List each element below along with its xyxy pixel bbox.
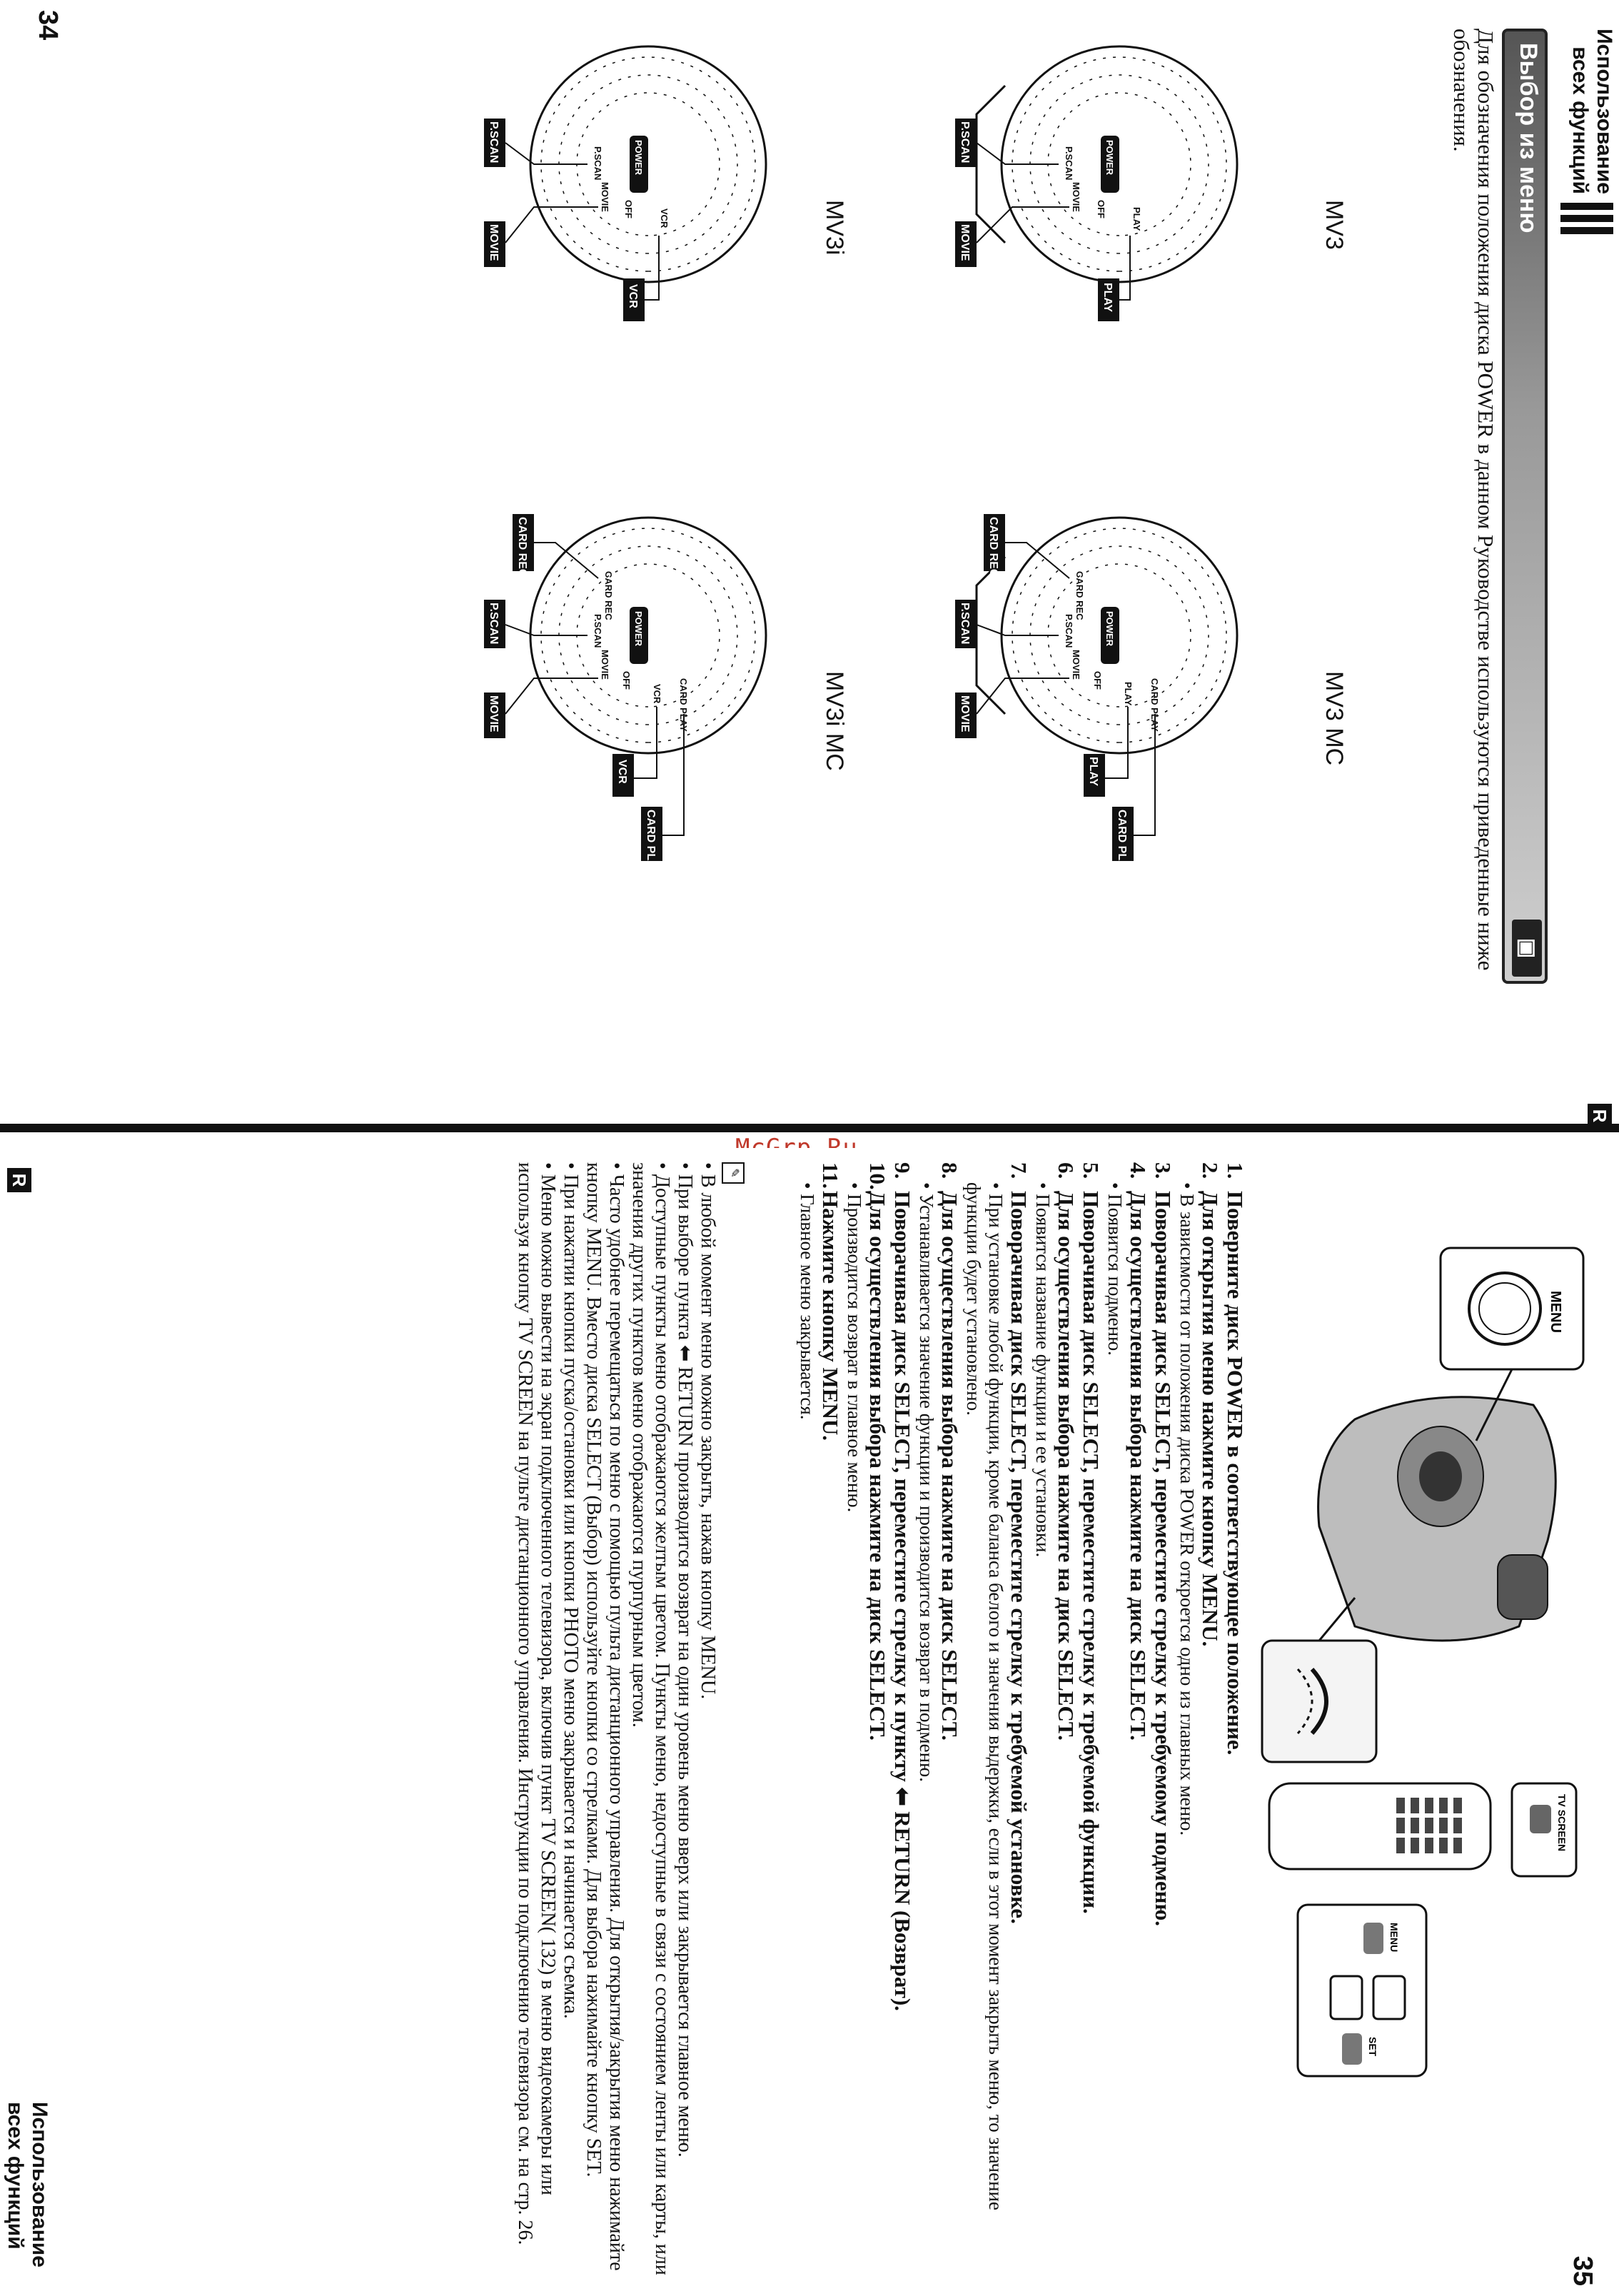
position-box: CARD PLAY [1116, 810, 1128, 875]
step-item [1079, 1162, 1104, 2233]
position-box: PLAY [1087, 757, 1099, 787]
dial-label: OFF [623, 200, 634, 218]
position-box: CARD REC [516, 517, 528, 578]
step-number: 3. [1151, 1162, 1176, 1179]
remote-control-icon [1269, 1783, 1491, 1869]
dial-label: OFF [621, 671, 632, 690]
dial-label: MOVIE [1071, 650, 1081, 680]
step-item [796, 1162, 843, 2233]
step-text: Для осуществления выбора нажмите на диск SELECT. [937, 1191, 962, 1741]
step-subnote: • При установке любой функции, кроме баланса белого и значения выдержки, если в этот момент закрыть меню, то значение функции будет установлено. [963, 1182, 1007, 2210]
dial-label: VCR [652, 684, 662, 704]
position-box: MOVIE [488, 224, 500, 261]
step-subnote-text: Устанавливается значение функции и производится возврат в подменю. [916, 1194, 937, 1782]
step-number: 2. [1198, 1162, 1223, 1179]
note-text: Меню можно вывести на экран подключенного телевизора, включив пункт TV SCREEN( 132) в меню видеокамеры или используя кнопку TV SCREEN на пульте дистанционного управления. Инструкции по подключению телевизора см. на стр. 26. [514, 1162, 559, 2245]
menu-label: MENU [1548, 1291, 1563, 1333]
dial-label: POWER [633, 611, 644, 647]
step-item [843, 1162, 890, 2233]
step-number: 1. [1223, 1162, 1248, 1179]
page-number: 34 [33, 10, 63, 41]
step-text: Поворачивая диск SELECT, переместите стрелку к пункту ⬅ RETURN (Возврат). [890, 1191, 915, 2011]
step-item [890, 1162, 915, 2233]
model-mv3i-mc [334, 500, 848, 957]
position-box: P.SCAN [959, 121, 971, 163]
step-subnote: • В зависимости от положения диска POWER откроется одно из главных меню. [1176, 1182, 1198, 1836]
dial-diagram [855, 500, 1312, 928]
step-text: Нажмите кнопку MENU. [818, 1191, 843, 1441]
note-item: • Доступные пункты меню отображаются желтым цветом. Пункты меню, недоступные в связи с состоянием ленты или карты, или значения других пунктов меню отображаются пурпурным цветом. [628, 1162, 673, 2275]
tv-screen-callout [1512, 1783, 1576, 1876]
select-dial-callout [1262, 1641, 1376, 1762]
model-name: MV3 MC [1321, 671, 1348, 766]
language-badge: R [1588, 1104, 1612, 1128]
remote-set-label: SET [1367, 2037, 1378, 2057]
page-35 [0, 1148, 1619, 2296]
step-number: 4. [1126, 1162, 1151, 1179]
step-subnote: • Главное меню закрывается. [797, 1182, 818, 1420]
section-label [3, 2102, 51, 2287]
step-number: 6. [1054, 1162, 1079, 1179]
step-text: Поворачивая диск SELECT, переместите стрелку к требуемой установке. [1007, 1191, 1032, 1924]
banner-title: Выбор из меню [1515, 43, 1542, 233]
dial-diagram [855, 29, 1312, 457]
step-subnote-text: Появится подменю. [1104, 1194, 1126, 1356]
dial-label: CARD REC [1074, 571, 1085, 620]
step-text: Для открытия меню нажмите кнопку MENU. [1198, 1191, 1223, 1647]
note-item: • При выборе пункта ⬅ RETURN производится возврат на один уровень меню вверх или закрывается главное меню. [674, 1162, 696, 2157]
tv-screen-label: TV SCREEN [1556, 1794, 1568, 1852]
section-label-line1: Использование [28, 2102, 51, 2267]
position-box: VCR [616, 760, 628, 784]
model-name: MV3 [1321, 200, 1348, 250]
model-name: MV3i [821, 200, 848, 256]
menu-symbol-icon: ▣ [1512, 920, 1542, 977]
section-label [1568, 9, 1616, 194]
page-35-sheet [0, 1148, 1619, 2296]
step-subnote: • Производится возврат в главное меню. [844, 1182, 865, 1513]
dial-label: PLAY [1131, 207, 1142, 231]
step-subnote: • Появится подменю. [1104, 1182, 1126, 1356]
note-item: • Меню можно вывести на экран подключенного телевизора, включив пункт TV SCREEN( 132) в меню видеокамеры или используя кнопку TV SCREEN на пульте дистанционного управления. Инструкции по подключению телевизора см. на стр. 26. [514, 1162, 559, 2245]
step-number: 5. [1079, 1162, 1104, 1179]
step-subnote-text: Появится название функции и ее установки. [1032, 1194, 1054, 1558]
note-text: Доступные пункты меню отображаются желтым цветом. Пункты меню, недоступные в связи с состоянием ленты или карты, или значения других пунктов меню отображаются пурпурным цветом. [628, 1162, 673, 2275]
step-number: 11. [818, 1162, 843, 1189]
dial-label: POWER [1104, 611, 1115, 647]
position-box: MOVIE [959, 695, 971, 732]
step-text: Поворачивая диск SELECT, переместите стрелку к требуемому подменю. [1151, 1191, 1176, 1926]
model-mv3i [334, 29, 848, 485]
position-box: CARD PLAY [645, 810, 657, 875]
position-box: P.SCAN [488, 603, 500, 645]
model-mv3 [834, 29, 1348, 485]
dial-label: CARD PLAY [678, 678, 689, 732]
step-text: Для осуществления выбора нажмите на диск SELECT. [1054, 1191, 1079, 1741]
step-text: Для осуществления выбора нажмите на диск SELECT. [865, 1191, 890, 1741]
section-label-line2: всех функций [4, 2102, 27, 2250]
page-number: 35 [1568, 2255, 1598, 2286]
note-text: При нажатии кнопки пуска/остановки или кнопки PHOTO меню закрывается и начинается съемка. [560, 1174, 582, 2019]
steps-list [796, 1162, 1248, 2233]
dial-label: PLAY [1123, 682, 1134, 706]
step-item [1104, 1162, 1151, 2233]
notes-section [513, 1162, 748, 2276]
step-subnote-text: Главное меню закрывается. [797, 1194, 818, 1420]
note-text: В любой момент меню можно закрыть, нажав кнопку MENU. [697, 1174, 719, 1700]
note-text: Часто удобнее перемещаться по меню с помощью пульта дистанционного управления. Для открытия/закрытия меню нажимайте кнопку MENU. Вместо диска SELECT (Выбор) используйте кнопки со стрелками. Для выбора нажимайте кнопку SET. [582, 1162, 627, 2271]
dial-label: MOVIE [1071, 182, 1081, 212]
position-box: P.SCAN [488, 121, 500, 163]
step-number: 8. [937, 1162, 962, 1179]
dial-label: POWER [633, 140, 644, 176]
dial-label: P.SCAN [1064, 146, 1074, 181]
note-icon: ✎ [722, 1162, 745, 1184]
dial-label: VCR [659, 208, 670, 228]
note-item: • В любой момент меню можно закрыть, нажав кнопку MENU. [697, 1162, 719, 1700]
dial-label: OFF [1092, 671, 1103, 690]
step-subnote-text: При установке любой функции, кроме баланса белого и значения выдержки, если в этот момент закрыть меню, то значение функции будет установлено. [963, 1182, 1007, 2210]
section-banner [1502, 29, 1548, 984]
position-box: P.SCAN [959, 603, 971, 645]
step-number: 10. [865, 1162, 890, 1190]
position-box: CARD REC [987, 517, 999, 578]
position-box: MOVIE [488, 695, 500, 732]
remote-buttons-callout [1298, 1905, 1426, 2076]
position-box: MOVIE [959, 224, 971, 261]
step-item [1223, 1162, 1248, 2233]
note-item: • Часто удобнее перемещаться по меню с помощью пульта дистанционного управления. Для открытия/закрытия меню нажимайте кнопку MENU. Вместо диска SELECT (Выбор) используйте кнопки со стрелками. Для выбора нажимайте кнопку SET. [582, 1162, 627, 2271]
position-box: VCR [627, 284, 639, 308]
dial-label: OFF [1096, 200, 1106, 218]
note-item: • При нажатии кнопки пуска/остановки или кнопки PHOTO меню закрывается и начинается съемка. [560, 1162, 582, 2019]
step-number: 9. [890, 1162, 915, 1179]
dial-label: P.SCAN [592, 146, 603, 181]
step-subnote: • Появится название функции и ее установки. [1032, 1182, 1054, 1558]
dial-label: POWER [1104, 140, 1115, 176]
language-badge: R [7, 1168, 31, 1192]
note-text: При выборе пункта ⬅ RETURN производится возврат на один уровень меню вверх или закрывается главное меню. [674, 1174, 696, 2157]
step-item [962, 1162, 1032, 2233]
dial-diagram [413, 500, 812, 928]
section-label-line1: Использование [1593, 29, 1616, 194]
dial-diagram [413, 29, 812, 457]
section-bars-icon [1560, 203, 1613, 234]
step-subnote-text: Производится возврат в главное меню. [844, 1194, 865, 1513]
dial-label: CARD REC [603, 571, 614, 620]
step-item [915, 1162, 962, 2233]
dial-label: P.SCAN [1064, 614, 1074, 648]
camera-illustration [1255, 1241, 1590, 2140]
step-text: Поворачивая диск SELECT, переместите стрелку к требуемой функции. [1079, 1191, 1104, 1914]
intro-text: Для обозначения положения диска POWER в данном Руководстве используются приведенные ниже обозначения. [1449, 29, 1498, 971]
step-text: Для осуществления выбора нажмите на диск SELECT. [1126, 1191, 1151, 1741]
model-mv3-mc [834, 500, 1348, 957]
position-box: PLAY [1101, 283, 1114, 313]
step-number: 7. [1007, 1162, 1032, 1179]
section-label-line2: всех функций [1568, 46, 1592, 194]
step-text: Поверните диск POWER в соответствующее положение. [1223, 1191, 1248, 1756]
camcorder-icon [1283, 1369, 1555, 1683]
dial-label: MOVIE [600, 182, 610, 212]
step-item [1176, 1162, 1223, 2233]
dial-label: MOVIE [600, 650, 610, 680]
menu-button-callout [1441, 1248, 1583, 1369]
model-name: MV3i MC [821, 671, 848, 771]
step-item [1032, 1162, 1079, 2233]
step-subnote-text: В зависимости от положения диска POWER откроется одно из главных меню. [1176, 1194, 1198, 1836]
dial-label: CARD PLAY [1149, 678, 1160, 732]
step-subnote: • Устанавливается значение функции и производится возврат в подменю. [916, 1182, 937, 1782]
remote-menu-label: MENU [1388, 1923, 1400, 1953]
page-divider [0, 1124, 1619, 1132]
dial-label: P.SCAN [592, 614, 603, 648]
step-item [1151, 1162, 1176, 2233]
